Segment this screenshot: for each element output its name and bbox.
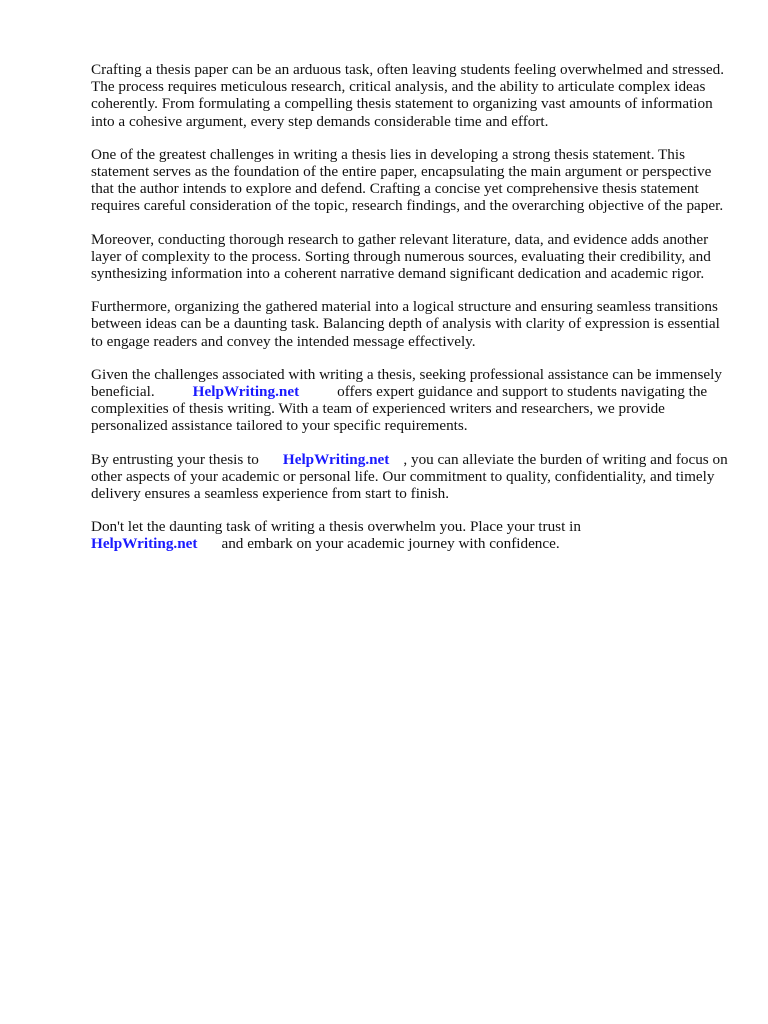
- paragraph-research: Moreover, conducting thorough research to gather relevant literature, data, and evidence adds another layer of complexity to the process. Sorting through numerous sources, evaluating their credibility, and synthesizing information into a coherent narrative demand significant dedication and academic rigor.: [91, 230, 711, 283]
- paragraph-assistance: [91, 366, 731, 435]
- paragraph-closing: [91, 518, 731, 552]
- paragraph-assistance-lead: Given the challenges associated with writing a thesis, seeking professional assistance can be immensely beneficial.: [91, 365, 722, 401]
- paragraph-intro: Crafting a thesis paper can be an arduous task, often leaving students feeling overwhelmed and stressed. The process requires meticulous research, critical analysis, and the ability to articulate complex ideas coherently. From formulating a compelling thesis statement to organizing vast amounts of information into a cohesive argument, every step demands considerable time and effort.: [91, 61, 725, 130]
- paragraph-structure: Furthermore, organizing the gathered material into a logical structure and ensuring seamless transitions between ideas can be a daunting task. Balancing depth of analysis with clarity of expression is essential to engage readers and convey the intended message effectively.: [91, 298, 720, 350]
- paragraph-assistance-tail: offers expert guidance and support to students navigating the complexities of thesis writing. With a team of experienced writers and researchers, we provide personalized assistance tailored to your specific requirements.: [91, 383, 708, 435]
- helpwriting-link[interactable]: HelpWriting.net: [282, 450, 390, 468]
- paragraph-entrusting: [91, 451, 731, 503]
- helpwriting-link[interactable]: HelpWriting.net: [192, 383, 300, 401]
- paragraph-entrusting-tail: , you can alleviate the burden of writing and focus on other aspects of your academic or personal life. Our commitment to quality, confidentiality, and timely delivery ensures a seamless experience from start to finish.: [91, 450, 728, 503]
- document-body: [91, 61, 731, 569]
- paragraph-closing-tail: and embark on your academic journey with confidence.: [221, 535, 560, 553]
- paragraph-closing-lead: Don't let the daunting task of writing a thesis overwhelm you. Place your trust in: [91, 518, 581, 536]
- paragraph-entrusting-lead: By entrusting your thesis to: [91, 450, 259, 468]
- helpwriting-link[interactable]: HelpWriting.net: [91, 535, 198, 553]
- paragraph-thesis-statement: One of the greatest challenges in writing a thesis lies in developing a strong thesis statement. This statement serves as the foundation of the entire paper, encapsulating the main argument or perspective that the author intends to explore and defend. Crafting a concise yet comprehensive thesis statement requires careful consideration of the topic, research findings, and the overarching objective of the paper.: [91, 145, 724, 215]
